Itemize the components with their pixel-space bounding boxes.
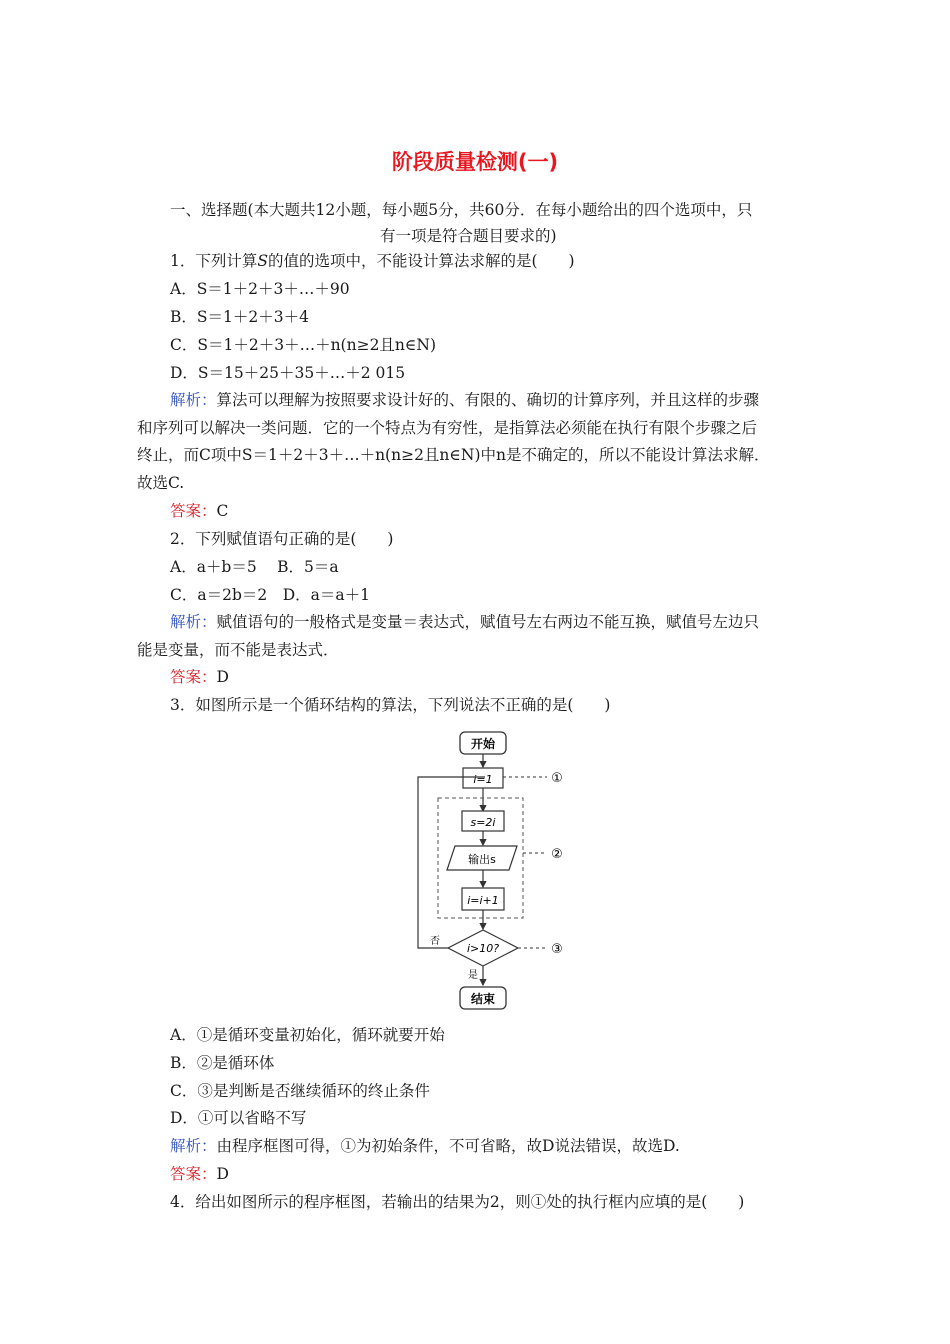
q1-analysis-line1 [170, 390, 759, 410]
flow-step2-label: i=i+1 [467, 894, 499, 907]
section-heading-line2: 有一项是符合题目要求的) [380, 227, 557, 245]
q3-analysis-line1 [170, 1136, 680, 1156]
q3-option-a: A．①是循环变量初始化，循环就要开始 [170, 1026, 445, 1044]
q1-stem-var: S [257, 252, 268, 270]
page-title: 阶段质量检测(一) [391, 150, 559, 174]
flow-step1-label: s=2i [470, 816, 496, 829]
q1-analysis-text1: 算法可以理解为按照要求设计好的、有限的、确切的计算序列，并且这样的步骤 [216, 391, 760, 409]
q2-options-ab: A．a＋b＝5 B．5＝a [170, 558, 339, 576]
q1-analysis-line4: 故选C. [137, 474, 185, 492]
q2-analysis-text1: 赋值语句的一般格式是变量＝表达式，赋值号左右两边不能互换，赋值号左边只 [216, 613, 760, 631]
flow-yes-label: 是 [468, 970, 478, 981]
q3-option-d: D．①可以省略不写 [170, 1109, 307, 1127]
q1-analysis-label: 解析： [170, 391, 217, 409]
q3-analysis-label: 解析： [170, 1137, 217, 1155]
q1-option-b: B．S＝1＋2＋3＋4 [170, 308, 309, 326]
q2-answer-value: D [216, 668, 229, 686]
q2-answer [170, 667, 229, 687]
flow-init-label: i=1 [473, 773, 493, 786]
q3-flowchart [405, 725, 585, 1015]
section-heading-line1: 一、选择题(本大题共12小题，每小题5分，共60分．在每小题给出的四个选项中，只 [170, 201, 753, 219]
q2-options-cd: C．a＝2b＝2 D．a＝a＋1 [170, 586, 371, 604]
q1-answer-value: C [216, 502, 229, 520]
q2-answer-label: 答案： [170, 668, 217, 686]
q3-answer-label: 答案： [170, 1165, 217, 1183]
flow-no-label: 否 [430, 936, 440, 947]
q3-stem: 3．如图所示是一个循环结构的算法，下列说法不正确的是( ) [170, 696, 611, 714]
flow-mark-1: ① [551, 771, 563, 786]
q4-stem: 4．给出如图所示的程序框图，若输出的结果为2，则①处的执行框内应填的是( ) [170, 1193, 745, 1211]
q1-option-a: A．S＝1＋2＋3＋…＋90 [170, 280, 350, 298]
q3-answer-value: D [216, 1165, 229, 1183]
q1-stem-b: 的值的选项中，不能设计算法求解的是( ) [268, 252, 575, 270]
q1-analysis-line3: 终止，而C项中S＝1＋2＋3＋…＋n(n≥2且n∈N)中n是不确定的，所以不能设计算法求解． [137, 446, 770, 464]
q3-option-c: C．③是判断是否继续循环的终止条件 [170, 1082, 430, 1100]
flow-start-label: 开始 [470, 737, 496, 751]
flow-output-label: 输出s [468, 853, 496, 866]
q1-option-c: C．S＝1＋2＋3＋…＋n(n≥2且n∈N) [170, 336, 436, 354]
q1-stem-a: 1．下列计算 [170, 252, 258, 270]
q2-analysis-label: 解析： [170, 613, 217, 631]
flow-mark-2: ② [551, 847, 563, 862]
q2-stem: 2．下列赋值语句正确的是( ) [170, 530, 394, 548]
q1-stem [170, 251, 575, 271]
q2-analysis-line2: 能是变量，而不能是表达式． [137, 641, 339, 659]
flow-decision-label: i>10? [466, 942, 500, 955]
q1-option-d: D．S＝15＋25＋35＋…＋2 015 [170, 364, 406, 382]
q1-analysis-line2: 和序列可以解决一类问题．它的一个特点为有穷性，是指算法必须能在执行有限个步骤之后 [137, 419, 758, 437]
flow-end-label: 结束 [470, 992, 496, 1006]
q3-analysis-text1: 由程序框图可得，①为初始条件，不可省略，故D说法错误，故选D. [216, 1137, 680, 1155]
flow-mark-3: ③ [551, 942, 563, 957]
q3-answer [170, 1164, 229, 1184]
q3-option-b: B．②是循环体 [170, 1054, 275, 1072]
q1-answer [170, 501, 228, 521]
q1-answer-label: 答案： [170, 502, 217, 520]
q2-analysis-line1 [170, 612, 759, 632]
